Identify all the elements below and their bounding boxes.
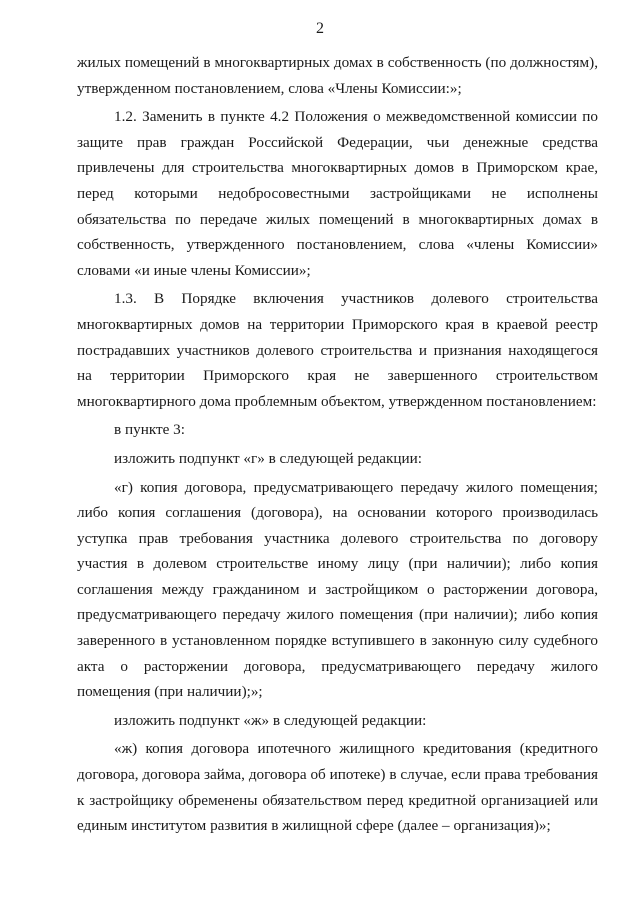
paragraph-subpoint-g-text: «г) копия договора, предусматривающего передачу жилого помещения; либо копия соглашения (договора), на основании которого производилась уступка прав требования участника долевого строительства по договору участия в долевом строительстве иному лицу (при наличии); либо копия соглашения между гражданином и застройщиком о расторжении договора, предусматривающего передачу жилого помещения (при наличии); либо копия заверенного в установленном порядке вступившего в законную силу судебного акта о расторжении договора, предусматривающего передачу жилого помещения (при наличии);»; [77, 478, 598, 701]
paragraph-1-2: 1.2. Заменить в пункте 4.2 Положения о межведомственной комиссии по защите прав граждан Российской Федерации, чьи денежные средства привлечены для строительства многоквартирных домов в Приморском крае, перед которыми недобросовестными застройщиками не исполнены обязательства по передаче жилых помещений в многоквартирных домах в собственность, утвержденного постановлением, слова «члены Комиссии» словами «и иные члены Комиссии»; [77, 108, 598, 279]
paragraph-subpoint-zh-text: «ж) копия договора ипотечного жилищного кредитования (кредитного договора, договора займа, договора об ипотеке) в случае, если права требования к застройщику обременены обязательством перед кредитной организацией или единым институтом развития в жилищной сфере (далее – организация)»; [77, 740, 598, 835]
paragraph-1-3: 1.3. В Порядке включения участников долевого строительства многоквартирных домов на территории Приморского края в краевой реестр пострадавших участников долевого строительства и признания находящегося на территории Приморского края не завершенного строительством многоквартирного дома проблемным объектом, утвержденном постановлением: [77, 290, 598, 410]
paragraph-subpoint-g-intro: изложить подпункт «г» в следующей редакции: [114, 449, 423, 467]
document-body [77, 50, 598, 839]
page-number: 2 [316, 20, 324, 37]
paragraph-subpoint-zh-intro: изложить подпункт «ж» в следующей редакции: [114, 711, 427, 729]
paragraph-point-3: в пункте 3: [114, 421, 185, 439]
paragraph-continuation: жилых помещений в многоквартирных домах в собственность (по должностям), утвержденном постановлением, слова «Члены Комиссии:»; [77, 54, 598, 97]
